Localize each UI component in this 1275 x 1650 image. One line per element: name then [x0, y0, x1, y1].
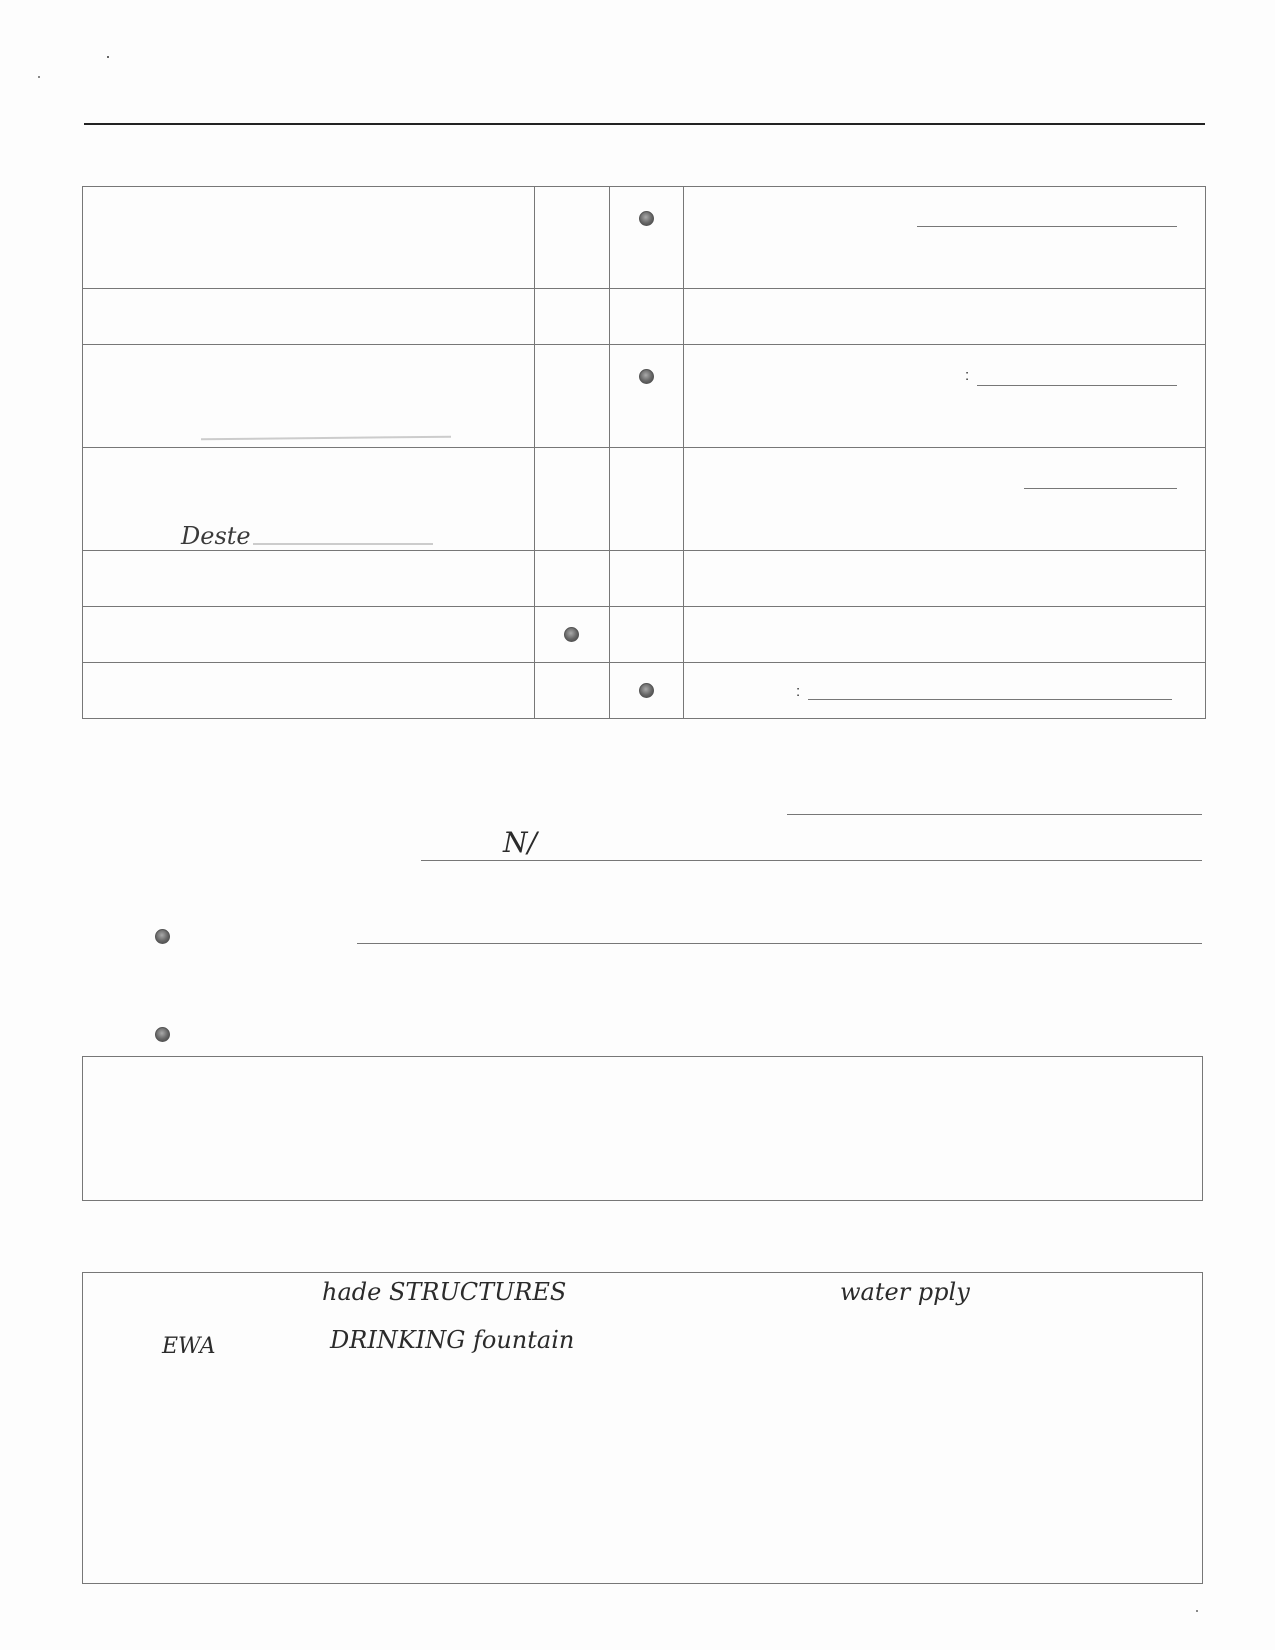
option-b-cell[interactable] — [610, 663, 684, 719]
option-b-cell[interactable] — [610, 551, 684, 607]
question-cell — [83, 663, 535, 719]
scan-speck — [38, 76, 40, 78]
option-a-cell[interactable] — [535, 663, 610, 719]
detail-cell — [684, 187, 1206, 289]
question-cell — [83, 448, 535, 551]
answer-line[interactable] — [787, 814, 1202, 815]
filled-bubble[interactable] — [639, 211, 654, 226]
handwritten-comment: hade STRUCTURES — [322, 1278, 567, 1306]
filled-bubble[interactable] — [155, 1027, 170, 1042]
option-a-cell[interactable] — [535, 551, 610, 607]
table-row — [83, 187, 1206, 289]
question-cell — [83, 551, 535, 607]
table-row — [83, 607, 1206, 663]
handwritten-note: Deste — [181, 522, 251, 550]
detail-cell — [684, 551, 1206, 607]
option-a-cell[interactable] — [535, 187, 610, 289]
answer-line[interactable] — [421, 860, 1202, 861]
comments-box[interactable] — [82, 1272, 1203, 1584]
handwritten-comment: water pply — [840, 1278, 970, 1306]
option-a-cell[interactable] — [535, 448, 610, 551]
scan-speck — [1196, 1610, 1198, 1612]
answer-line[interactable] — [917, 226, 1177, 227]
faint-strike-mark — [201, 436, 451, 441]
table-row — [83, 345, 1206, 448]
header-rule — [84, 123, 1205, 125]
answer-line[interactable] — [808, 699, 1172, 700]
question-cell — [83, 289, 535, 345]
detail-cell — [684, 289, 1206, 345]
handwritten-answer: N/ — [503, 826, 537, 859]
detail-cell — [684, 448, 1206, 551]
table-row — [83, 289, 1206, 345]
detail-cell — [684, 663, 1206, 719]
filled-bubble[interactable] — [564, 627, 579, 642]
form-table — [82, 186, 1206, 719]
answer-line[interactable] — [1024, 488, 1177, 489]
question-cell — [83, 345, 535, 448]
answer-line[interactable] — [977, 385, 1177, 386]
option-b-cell[interactable] — [610, 607, 684, 663]
filled-bubble[interactable] — [155, 929, 170, 944]
colon-mark: : — [965, 367, 970, 384]
table-row — [83, 663, 1206, 719]
option-b-cell[interactable] — [610, 289, 684, 345]
question-cell — [83, 607, 535, 663]
detail-cell — [684, 345, 1206, 448]
scan-speck — [107, 56, 109, 58]
option-a-cell[interactable] — [535, 345, 610, 448]
text-box-empty[interactable] — [82, 1056, 1203, 1201]
option-b-cell[interactable] — [610, 448, 684, 551]
detail-cell — [684, 607, 1206, 663]
option-a-cell[interactable] — [535, 607, 610, 663]
option-a-cell[interactable] — [535, 289, 610, 345]
option-b-cell[interactable] — [610, 345, 684, 448]
filled-bubble[interactable] — [639, 683, 654, 698]
handwritten-comment: DRINKING fountain — [330, 1326, 575, 1354]
handwritten-comment: EWA — [162, 1334, 216, 1359]
answer-line[interactable] — [357, 943, 1202, 944]
table-row — [83, 448, 1206, 551]
question-cell — [83, 187, 535, 289]
option-b-cell[interactable] — [610, 187, 684, 289]
table-row — [83, 551, 1206, 607]
colon-mark: : — [796, 683, 801, 700]
faint-underline — [253, 543, 433, 545]
filled-bubble[interactable] — [639, 369, 654, 384]
